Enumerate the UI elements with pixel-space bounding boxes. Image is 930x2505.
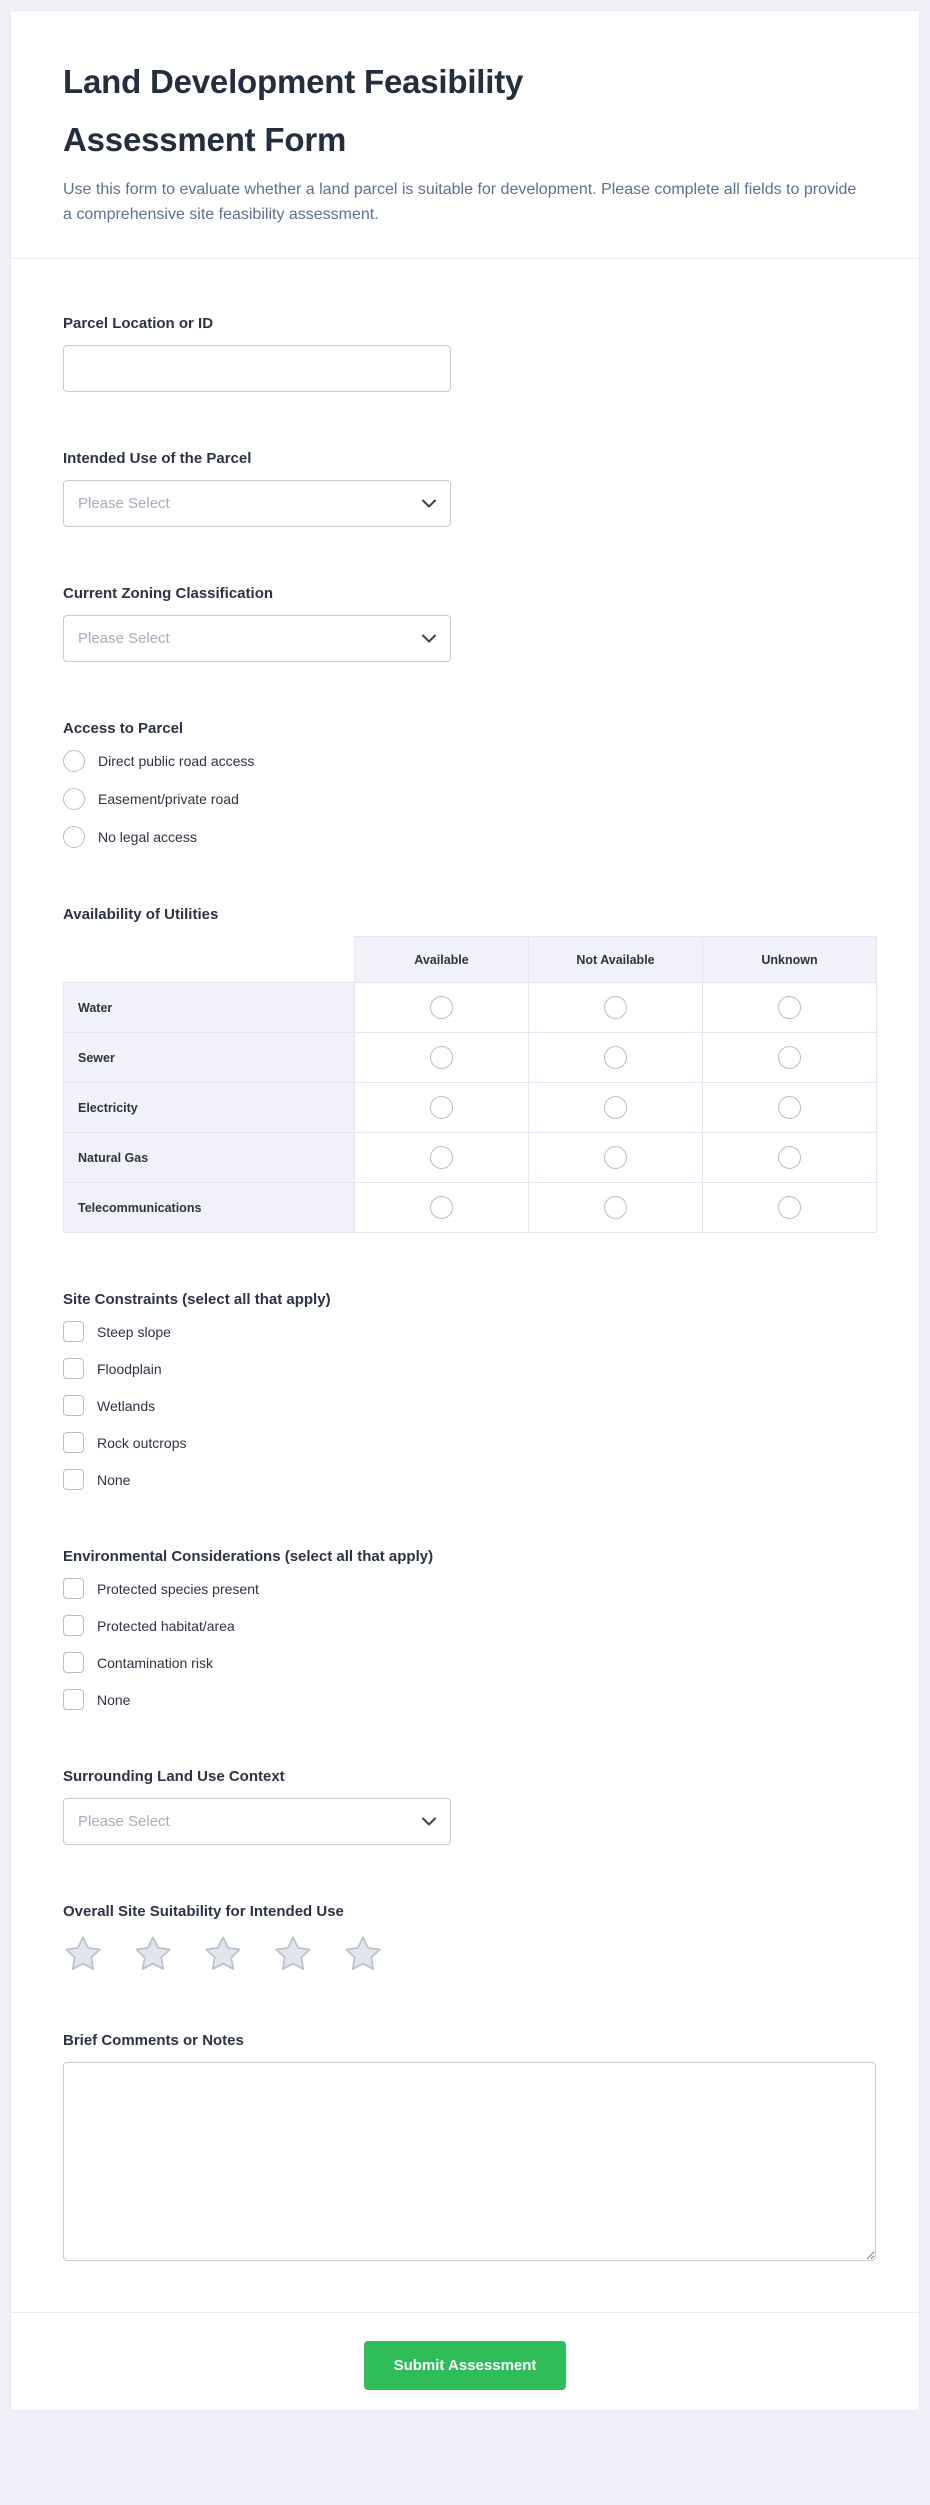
matrix-radio-cell[interactable] — [355, 1133, 529, 1183]
option-label: None — [97, 1471, 131, 1488]
matrix-radio-cell[interactable] — [703, 1083, 877, 1133]
checkbox-icon — [63, 1321, 84, 1342]
radio-icon — [604, 1046, 627, 1069]
environmental-option-none[interactable] — [63, 1689, 867, 1710]
star-icon[interactable] — [133, 1934, 173, 1974]
field-parcel-location — [63, 315, 867, 392]
radio-icon — [778, 1196, 801, 1219]
radio-icon — [778, 996, 801, 1019]
option-label: No legal access — [98, 829, 197, 846]
constraint-option-rock-outcrops[interactable] — [63, 1432, 867, 1453]
chevron-down-icon — [422, 634, 436, 643]
matrix-radio-cell[interactable] — [529, 983, 703, 1033]
comments-textarea[interactable] — [63, 2062, 876, 2261]
option-label: Steep slope — [97, 1323, 171, 1340]
radio-icon — [63, 826, 85, 848]
matrix-radio-cell[interactable] — [703, 1183, 877, 1233]
field-environmental — [63, 1548, 867, 1710]
field-comments — [63, 2032, 867, 2266]
constraint-option-wetlands[interactable] — [63, 1395, 867, 1416]
form-subtitle: Use this form to evaluate whether a land parcel is suitable for development. Please complete all fields to provide a comprehensive site feasibility assessment. — [63, 180, 857, 224]
parcel-location-input[interactable] — [63, 345, 451, 392]
site-constraints-label: Site Constraints (select all that apply) — [63, 1291, 331, 1309]
access-option-no-access[interactable] — [63, 826, 867, 848]
option-label: Direct public road access — [98, 753, 255, 770]
star-icon[interactable] — [203, 1934, 243, 1974]
constraint-option-steep-slope[interactable] — [63, 1321, 867, 1342]
option-label: Easement/private road — [98, 791, 239, 808]
environmental-option-habitat[interactable] — [63, 1615, 867, 1636]
access-option-easement[interactable] — [63, 788, 867, 810]
utilities-matrix — [63, 936, 877, 1233]
field-intended-use — [63, 450, 867, 527]
radio-icon — [604, 1196, 627, 1219]
submit-button[interactable]: Submit Assessment — [364, 2341, 567, 2390]
checkbox-icon — [63, 1615, 84, 1636]
comments-label: Brief Comments or Notes — [63, 2032, 244, 2050]
radio-icon — [63, 750, 85, 772]
parcel-location-label: Parcel Location or ID — [63, 315, 214, 333]
matrix-radio-cell[interactable] — [355, 983, 529, 1033]
chevron-down-icon — [422, 499, 436, 508]
land-use-context-label: Surrounding Land Use Context — [63, 1768, 285, 1786]
checkbox-icon — [63, 1432, 84, 1453]
chevron-down-icon — [422, 1817, 436, 1826]
matrix-radio-cell[interactable] — [355, 1083, 529, 1133]
form-title — [63, 53, 867, 169]
checkbox-icon — [63, 1469, 84, 1490]
form-header — [11, 11, 919, 258]
radio-icon — [430, 1046, 453, 1069]
option-label: Rock outcrops — [97, 1434, 187, 1451]
radio-icon — [430, 1096, 453, 1119]
intended-use-placeholder: Please Select — [78, 495, 170, 513]
radio-icon — [778, 1146, 801, 1169]
matrix-row-header: Electricity — [64, 1083, 355, 1133]
radio-icon — [778, 1046, 801, 1069]
matrix-col-header: Unknown — [703, 937, 877, 983]
matrix-row-electricity — [64, 1083, 877, 1133]
matrix-row-header: Sewer — [64, 1033, 355, 1083]
matrix-row-telecommunications — [64, 1183, 877, 1233]
matrix-col-header: Available — [355, 937, 529, 983]
star-icon[interactable] — [343, 1934, 383, 1974]
form-content — [11, 259, 919, 2266]
access-option-direct-road[interactable] — [63, 750, 867, 772]
matrix-radio-cell[interactable] — [703, 1033, 877, 1083]
matrix-radio-cell[interactable] — [355, 1033, 529, 1083]
star-icon[interactable] — [63, 1934, 103, 1974]
matrix-radio-cell[interactable] — [529, 1183, 703, 1233]
constraint-option-floodplain[interactable] — [63, 1358, 867, 1379]
matrix-radio-cell[interactable] — [355, 1183, 529, 1233]
radio-icon — [604, 996, 627, 1019]
radio-icon — [430, 1196, 453, 1219]
matrix-radio-cell[interactable] — [529, 1083, 703, 1133]
form-title-line1: Land Development Feasibility — [63, 63, 524, 100]
zoning-label: Current Zoning Classification — [63, 585, 274, 603]
option-label: None — [97, 1691, 131, 1708]
matrix-radio-cell[interactable] — [703, 983, 877, 1033]
form-title-line2: Assessment Form — [63, 120, 347, 158]
matrix-corner-cell — [64, 937, 355, 983]
matrix-row-header: Water — [64, 983, 355, 1033]
radio-icon — [604, 1146, 627, 1169]
radio-icon — [430, 996, 453, 1019]
submit-section — [11, 2312, 919, 2410]
field-zoning — [63, 585, 867, 662]
matrix-row-water — [64, 983, 877, 1033]
field-utilities — [63, 906, 867, 1233]
radio-icon — [63, 788, 85, 810]
checkbox-icon — [63, 1689, 84, 1710]
checkbox-icon — [63, 1395, 84, 1416]
option-label: Contamination risk — [97, 1654, 213, 1671]
land-use-context-select[interactable] — [63, 1798, 451, 1845]
matrix-radio-cell[interactable] — [703, 1133, 877, 1183]
intended-use-label: Intended Use of the Parcel — [63, 450, 252, 468]
matrix-radio-cell[interactable] — [529, 1133, 703, 1183]
matrix-row-header: Telecommunications — [64, 1183, 355, 1233]
checkbox-icon — [63, 1652, 84, 1673]
matrix-row-natural-gas — [64, 1133, 877, 1183]
intended-use-select[interactable] — [63, 480, 451, 527]
suitability-label: Overall Site Suitability for Intended Use — [63, 1903, 344, 1921]
option-label: Protected species present — [97, 1580, 259, 1597]
option-label: Protected habitat/area — [97, 1617, 235, 1634]
star-rating — [63, 1934, 867, 1974]
matrix-radio-cell[interactable] — [529, 1033, 703, 1083]
utilities-label: Availability of Utilities — [63, 906, 219, 924]
matrix-row-header: Natural Gas — [64, 1133, 355, 1183]
matrix-row-sewer — [64, 1033, 877, 1083]
field-suitability — [63, 1903, 867, 1974]
radio-icon — [604, 1096, 627, 1119]
radio-icon — [778, 1096, 801, 1119]
matrix-header-row — [64, 937, 877, 983]
constraint-option-none[interactable] — [63, 1469, 867, 1490]
land-use-context-placeholder: Please Select — [78, 1813, 170, 1831]
checkbox-icon — [63, 1358, 84, 1379]
access-label: Access to Parcel — [63, 720, 184, 738]
form-card — [10, 10, 920, 2411]
field-land-use-context — [63, 1768, 867, 1845]
matrix-col-header: Not Available — [529, 937, 703, 983]
environmental-label: Environmental Considerations (select all that apply) — [63, 1548, 434, 1566]
radio-icon — [430, 1146, 453, 1169]
option-label: Wetlands — [97, 1397, 156, 1414]
field-access — [63, 720, 867, 848]
zoning-placeholder: Please Select — [78, 630, 170, 648]
option-label: Floodplain — [97, 1360, 162, 1377]
checkbox-icon — [63, 1578, 84, 1599]
star-icon[interactable] — [273, 1934, 313, 1974]
field-site-constraints — [63, 1291, 867, 1490]
zoning-select[interactable] — [63, 615, 451, 662]
environmental-option-species[interactable] — [63, 1578, 867, 1599]
environmental-option-contamination[interactable] — [63, 1652, 867, 1673]
